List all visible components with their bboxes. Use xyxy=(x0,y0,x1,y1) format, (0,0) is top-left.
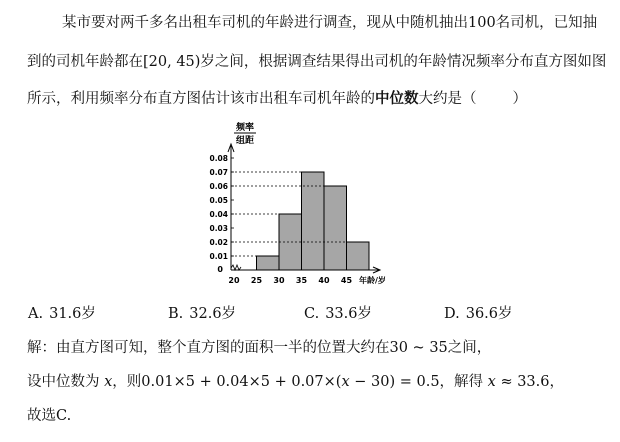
option-b[interactable] xyxy=(168,304,236,324)
histogram-bar xyxy=(302,172,325,270)
problem-line-3 xyxy=(27,89,527,109)
option-a-letter: A. xyxy=(28,306,44,322)
y-tick-label: 0.08 xyxy=(209,154,228,163)
option-b-letter: B. xyxy=(168,306,184,322)
problem-line-3-close: ） xyxy=(512,91,527,107)
option-b-text: 32.6岁 xyxy=(189,306,237,322)
x-tick-label: 25 xyxy=(250,276,263,285)
x-tick-label: 35 xyxy=(295,276,308,285)
y-axis-label-top: 频率 xyxy=(235,123,255,133)
option-d[interactable] xyxy=(444,304,513,324)
solution-result: ≈ 33.6， xyxy=(495,374,564,390)
x-axis-label: 年龄/岁 xyxy=(359,276,386,285)
y-axis-label-bottom: 组距 xyxy=(235,136,255,146)
variable-x-2: x xyxy=(341,374,350,390)
problem-keyword-median: 中位数 xyxy=(375,90,419,107)
frequency-histogram xyxy=(203,118,386,293)
y-tick-label: 0.04 xyxy=(209,210,228,219)
histogram-bar xyxy=(279,214,302,270)
histogram-bar xyxy=(257,256,280,270)
y-tick-label: 0.05 xyxy=(209,196,228,205)
x-tick-label: 45 xyxy=(340,276,353,285)
x-tick-label: 30 xyxy=(273,276,285,285)
problem-line-1: 某市要对两千多名出租车司机的年龄进行调查，现从中随机抽出100名司机，已知抽 xyxy=(62,15,598,31)
y-tick-label: 0.07 xyxy=(209,168,228,177)
solution-line-2-pre: 设中位数为 xyxy=(27,374,100,390)
option-a[interactable] xyxy=(28,304,96,324)
y-tick-label: 0.01 xyxy=(209,252,228,261)
solution-equation: ，则0.01×5 + 0.04×5 + 0.07×( xyxy=(112,374,342,390)
solution-equation-tail: − 30) = 0.5，解得 xyxy=(349,374,484,390)
variable-x: x xyxy=(104,374,113,390)
variable-x-3: x xyxy=(487,374,496,390)
option-a-text: 31.6岁 xyxy=(49,306,96,322)
problem-line-3-pre: 所示，利用频率分布直方图估计该市出租车司机年龄的 xyxy=(27,91,375,107)
option-c-letter: C. xyxy=(304,306,320,322)
solution-line-2 xyxy=(27,372,564,392)
histogram-bar xyxy=(347,242,370,270)
option-c[interactable] xyxy=(304,304,372,324)
x-tick-label: 40 xyxy=(318,276,330,285)
option-d-text: 36.6岁 xyxy=(465,306,513,322)
option-d-letter: D. xyxy=(444,306,460,322)
problem-line-2: 到的司机年龄都在[20, 45)岁之间，根据调查结果得出司机的年龄情况频率分布直方图如图 xyxy=(27,54,607,70)
solution-line-3: 故选C. xyxy=(27,408,72,424)
histogram-bar xyxy=(324,186,347,270)
solution-line-1: 解：由直方图可知，整个直方图的面积一半的位置大约在30 ~ 35之间， xyxy=(27,340,492,356)
origin-label: 0 xyxy=(217,265,223,274)
x-tick-label: 20 xyxy=(228,276,240,285)
option-c-text: 33.6岁 xyxy=(325,306,372,322)
y-tick-label: 0.03 xyxy=(209,224,228,233)
y-tick-label: 0.06 xyxy=(209,182,228,191)
axis-break xyxy=(231,265,241,270)
y-tick-label: 0.02 xyxy=(209,238,228,247)
problem-line-3-post: 大约是（ xyxy=(418,91,477,107)
